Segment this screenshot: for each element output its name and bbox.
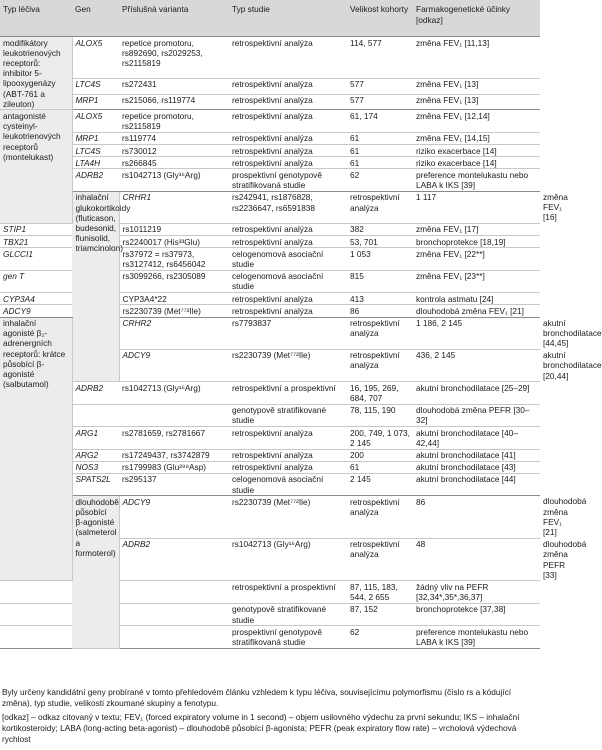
variant-cell: rs1042713 (Gly¹⁶Arg) bbox=[119, 169, 229, 191]
table-row: ADCY9 rs2230739 (Met⁷⁷²Ile) retrospektivní analýza 436, 2 145 akutní bronchodilatace [20,44] bbox=[0, 349, 540, 382]
effect-cell: akutní bronchodilatace [44] bbox=[413, 473, 540, 495]
variant-cell bbox=[119, 404, 229, 426]
gene-cell: SPATS2L bbox=[72, 473, 119, 495]
study-type-cell: celogenomová asociační studie bbox=[229, 270, 347, 292]
effect-cell: bronchoprotekce [37,38] bbox=[413, 603, 540, 625]
gene-cell: ADRB2 bbox=[72, 169, 119, 191]
effect-cell: akutní bronchodilatace [43] bbox=[413, 461, 540, 473]
variant-cell: repetice promotoru, rs2115819 bbox=[119, 110, 229, 132]
variant-cell: rs2781659, rs2781667 bbox=[119, 427, 229, 449]
header-drug-type: Typ léčiva bbox=[0, 0, 72, 37]
effect-cell: změna FEV₁ [11,13] bbox=[413, 37, 540, 79]
variant-cell bbox=[119, 581, 229, 603]
header-study-type: Typ studie bbox=[229, 0, 347, 37]
table-row: inhalační agonisté β₂-adrenergních receptorů: krátce působící β-agonisté (salbutamol) CRHR2 rs7793837 retrospektivní analýza 1 186, 2 145 akutní bronchodilatace [44,45] bbox=[0, 317, 540, 349]
variant-cell: rs272431 bbox=[119, 78, 229, 94]
gene-cell: MRP1 bbox=[72, 94, 119, 110]
effect-cell: změna FEV₁ [12,14] bbox=[413, 110, 540, 132]
variant-cell: rs1042713 (Gly¹⁶Arg) bbox=[229, 538, 347, 581]
effect-cell: kontrola astmatu [24] bbox=[413, 293, 540, 305]
cohort-size-cell: 577 bbox=[347, 78, 413, 94]
table-row bbox=[0, 132, 540, 144]
effect-cell: preference montelukastu nebo LABA k IKS [39] bbox=[413, 626, 540, 648]
cohort-size-cell: 61 bbox=[347, 132, 413, 144]
cohort-size-cell: 87, 115, 183, 544, 2 655 bbox=[347, 581, 413, 603]
effect-cell: bronchoprotekce [18,19] bbox=[413, 236, 540, 248]
study-type-cell: retrospektivní analýza bbox=[229, 236, 347, 248]
variant-cell: rs1011219 bbox=[119, 223, 229, 235]
table-row bbox=[0, 461, 540, 473]
study-type-cell: genotypově stratifikované studie bbox=[229, 404, 347, 426]
variant-cell bbox=[119, 603, 229, 625]
cohort-size-cell: 577 bbox=[347, 94, 413, 110]
table-row bbox=[0, 110, 540, 132]
cohort-size-cell: 1 117 bbox=[413, 191, 540, 223]
cohort-size-cell: 48 bbox=[413, 538, 540, 581]
study-type-cell: retrospektivní analýza bbox=[347, 496, 413, 538]
effect-cell: preference montelukastu nebo LABA k IKS [39] bbox=[413, 169, 540, 191]
effect-cell: dlouhodobá změna FEV₁ [21] bbox=[413, 305, 540, 317]
effect-cell: riziko exacerbace [14] bbox=[413, 157, 540, 169]
gene-cell: LTA4H bbox=[72, 157, 119, 169]
gene-cell: CRHR1 bbox=[119, 191, 229, 223]
cohort-size-cell: 53, 701 bbox=[347, 236, 413, 248]
variant-cell: rs3099266, rs2305089 bbox=[119, 270, 229, 292]
variant-cell: rs730012 bbox=[119, 145, 229, 157]
gene-cell: ALOX5 bbox=[72, 110, 119, 132]
table-body bbox=[0, 37, 602, 649]
cohort-size-cell: 16, 195, 269, 684, 707 bbox=[347, 382, 413, 404]
gene-cell: ARG1 bbox=[72, 427, 119, 449]
drug-type-cell: antagonisté cysteinyl-leukotrienových receptorů (montelukast) bbox=[0, 110, 72, 224]
table-row bbox=[0, 169, 540, 191]
gene-cell: TBX21 bbox=[0, 236, 72, 248]
effect-cell: žádný vliv na PEFR [32,34*,35*,36,37] bbox=[413, 581, 540, 603]
variant-cell: rs266845 bbox=[119, 157, 229, 169]
study-type-cell: retrospektivní analýza bbox=[347, 317, 413, 349]
gene-cell: ADRB2 bbox=[119, 538, 229, 581]
cohort-size-cell: 78, 115, 190 bbox=[347, 404, 413, 426]
cohort-size-cell: 1 186, 2 145 bbox=[413, 317, 540, 349]
study-type-cell: celogenomová asociační studie bbox=[229, 473, 347, 495]
effect-cell: akutní bronchodilatace [25–29] bbox=[413, 382, 540, 404]
variant-cell: rs1042713 (Gly¹⁶Arg) bbox=[119, 382, 229, 404]
gene-cell: CRHR2 bbox=[119, 317, 229, 349]
variant-cell bbox=[119, 626, 229, 648]
drug-type-cell: inhalační glukokortikoidy (fluticason, budesonid, flunisolid, triamcinolon) bbox=[72, 191, 119, 381]
cohort-size-cell: 86 bbox=[413, 496, 540, 538]
study-type-cell: prospektivní genotypově stratifikovaná studie bbox=[229, 626, 347, 648]
variant-cell: rs215066, rs119774 bbox=[119, 94, 229, 110]
cohort-size-cell: 382 bbox=[347, 223, 413, 235]
gene-cell: ADRB2 bbox=[72, 382, 119, 404]
variant-cell: rs242941, rs1876828, rs2236647, rs6591838 bbox=[229, 191, 347, 223]
gene-cell: LTC4S bbox=[72, 78, 119, 94]
header-gene: Gen bbox=[72, 0, 119, 37]
variant-cell: rs17249437, rs3742879 bbox=[119, 449, 229, 461]
study-type-cell: retrospektivní a prospektivní bbox=[229, 581, 347, 603]
cohort-size-cell: 87, 152 bbox=[347, 603, 413, 625]
footnote-abbreviations: [odkaz] – odkaz citovaný v textu; FEV₁ (forced expiratory volume in 1 second) – objem usilovného výdechu za první sekundu; IKS – inhalační kortikosteroidy; LABA (long-acting beta-agonist) – dlouhodobě působící β-agonista; PEFR (peak expiratory flow rate) – vrcholová výdechová rychlost bbox=[2, 712, 520, 744]
study-type-cell: retrospektivní analýza bbox=[229, 427, 347, 449]
cohort-size-cell: 61, 174 bbox=[347, 110, 413, 132]
gene-cell bbox=[0, 626, 72, 648]
effect-cell: akutní bronchodilatace [40–42,44] bbox=[413, 427, 540, 449]
effect-cell: změna FEV₁ [13] bbox=[413, 94, 540, 110]
gene-cell: GLCCI1 bbox=[0, 248, 72, 270]
gene-cell: LTC4S bbox=[72, 145, 119, 157]
study-type-cell: retrospektivní analýza bbox=[229, 132, 347, 144]
table-header-row bbox=[0, 0, 540, 37]
study-type-cell: retrospektivní analýza bbox=[229, 305, 347, 317]
drug-type-cell: dlouhodobě působící β-agonisté (salmeterol a formoterol) bbox=[72, 496, 119, 648]
table-row bbox=[0, 427, 540, 449]
effect-cell: dlouhodobá změna PEFR [30–32] bbox=[413, 404, 540, 426]
cohort-size-cell: 61 bbox=[347, 157, 413, 169]
study-type-cell: retrospektivní analýza bbox=[229, 94, 347, 110]
variant-cell: rs119774 bbox=[119, 132, 229, 144]
variant-cell: CYP3A4*22 bbox=[119, 293, 229, 305]
study-type-cell: retrospektivní analýza bbox=[229, 78, 347, 94]
cohort-size-cell: 2 145 bbox=[347, 473, 413, 495]
study-type-cell: retrospektivní analýza bbox=[229, 110, 347, 132]
header-cohort-size: Velikost kohorty bbox=[347, 0, 413, 37]
table-row bbox=[0, 473, 540, 495]
table-row bbox=[0, 145, 540, 157]
table-row bbox=[0, 449, 540, 461]
cohort-size-cell: 61 bbox=[347, 461, 413, 473]
gene-cell bbox=[0, 603, 72, 625]
variant-cell: rs1799983 (Glu²⁹⁸Asp) bbox=[119, 461, 229, 473]
study-type-cell: retrospektivní analýza bbox=[229, 157, 347, 169]
study-type-cell: retrospektivní a prospektivní bbox=[229, 382, 347, 404]
study-type-cell: retrospektivní analýza bbox=[229, 145, 347, 157]
study-type-cell: genotypově stratifikované studie bbox=[229, 603, 347, 625]
header-effect: Farmakogenetické účinky [odkaz] bbox=[413, 0, 540, 37]
cohort-size-cell: 86 bbox=[347, 305, 413, 317]
drug-type-cell: modifikátory leukotrienových receptorů: inhibitor 5-lipooxygenázy (ABT-761 a zileuton) bbox=[0, 37, 72, 110]
gene-cell: ARG2 bbox=[72, 449, 119, 461]
variant-cell: rs2230739 (Met⁷⁷²Ile) bbox=[119, 305, 229, 317]
variant-cell: rs295137 bbox=[119, 473, 229, 495]
cohort-size-cell: 200, 749, 1 073, 2 145 bbox=[347, 427, 413, 449]
cohort-size-cell: 114, 577 bbox=[347, 37, 413, 79]
gene-cell: gen T bbox=[0, 270, 72, 292]
study-type-cell: retrospektivní analýza bbox=[229, 37, 347, 79]
table-row: ADRB2 rs1042713 (Gly¹⁶Arg) retrospektivní analýza 48 dlouhodobá změna PEFR [33] bbox=[0, 538, 540, 581]
gene-cell: STIP1 bbox=[0, 223, 72, 235]
study-type-cell: retrospektivní analýza bbox=[229, 461, 347, 473]
variant-cell: rs37972 = rs37973, rs3127412, rs6456042 bbox=[119, 248, 229, 270]
study-type-cell: celogenomová asociační studie bbox=[229, 248, 347, 270]
study-type-cell: retrospektivní analýza bbox=[347, 349, 413, 382]
study-type-cell: retrospektivní analýza bbox=[347, 538, 413, 581]
header-variant: Příslušná varianta bbox=[119, 0, 229, 37]
cohort-size-cell: 62 bbox=[347, 169, 413, 191]
table-row bbox=[0, 37, 540, 79]
cohort-size-cell: 200 bbox=[347, 449, 413, 461]
effect-cell: změna FEV₁ [17] bbox=[413, 223, 540, 235]
gene-cell: CYP3A4 bbox=[0, 293, 72, 305]
effect-cell: riziko exacerbace [14] bbox=[413, 145, 540, 157]
table-row: dlouhodobě působící β-agonisté (salmeterol a formoterol) ADCY9 rs2230739 (Met⁷⁷²Ile) retrospektivní analýza 86 dlouhodobá změna FEV₁ [21] bbox=[0, 496, 540, 538]
study-type-cell: retrospektivní analýza bbox=[229, 449, 347, 461]
cohort-size-cell: 436, 2 145 bbox=[413, 349, 540, 382]
table-row bbox=[0, 78, 540, 94]
drug-type-cell: inhalační agonisté β₂-adrenergních receptorů: krátce působící β-agonisté (salbutamol) bbox=[0, 317, 72, 581]
study-type-cell: retrospektivní analýza bbox=[229, 293, 347, 305]
variant-cell: rs2230739 (Met⁷⁷²Ile) bbox=[229, 349, 347, 382]
gene-cell bbox=[72, 404, 119, 426]
effect-cell: akutní bronchodilatace [41] bbox=[413, 449, 540, 461]
footnote-description: Byly určeny kandidátní geny probírané v tomto přehledovém článku vzhledem k typu léčiva, souvisejícímu polymorfismu (číslo rs a kódující změna), typ studie, velikosti zkoumané skupiny a fenotypu. bbox=[2, 687, 512, 708]
variant-cell: repetice promotoru, rs892690, rs2029253, rs2115819 bbox=[119, 37, 229, 79]
gene-cell: ADCY9 bbox=[119, 496, 229, 538]
variant-cell: rs2240017 (His³³Glu) bbox=[119, 236, 229, 248]
variant-cell: rs2230739 (Met⁷⁷²Ile) bbox=[229, 496, 347, 538]
cohort-size-cell: 61 bbox=[347, 145, 413, 157]
cohort-size-cell: 1 053 bbox=[347, 248, 413, 270]
study-type-cell: prospektivní genotypově stratifikovaná studie bbox=[229, 169, 347, 191]
study-type-cell: retrospektivní analýza bbox=[229, 223, 347, 235]
table-row: inhalační glukokortikoidy (fluticason, budesonid, flunisolid, triamcinolon) CRHR1 rs242941, rs1876828, rs2236647, rs6591838 retrospektivní analýza 1 117 změna FEV₁ [16] bbox=[0, 191, 540, 223]
table-row bbox=[0, 94, 540, 110]
gene-cell: MRP1 bbox=[72, 132, 119, 144]
gene-cell: ADCY9 bbox=[119, 349, 229, 382]
effect-cell: změna FEV₁ [23**] bbox=[413, 270, 540, 292]
gene-cell bbox=[0, 581, 72, 603]
table-row bbox=[0, 382, 540, 404]
gene-cell: ADCY9 bbox=[0, 305, 72, 317]
study-type-cell: retrospektivní analýza bbox=[347, 191, 413, 223]
effect-cell: změna FEV₁ [14,15] bbox=[413, 132, 540, 144]
variant-cell: rs7793837 bbox=[229, 317, 347, 349]
cohort-size-cell: 413 bbox=[347, 293, 413, 305]
table-row bbox=[0, 157, 540, 169]
effect-cell: změna FEV₁ [22**] bbox=[413, 248, 540, 270]
gene-cell: ALOX5 bbox=[72, 37, 119, 79]
cohort-size-cell: 62 bbox=[347, 626, 413, 648]
cohort-size-cell: 815 bbox=[347, 270, 413, 292]
effect-cell: změna FEV₁ [13] bbox=[413, 78, 540, 94]
table-row bbox=[0, 404, 540, 426]
gene-cell: NOS3 bbox=[72, 461, 119, 473]
